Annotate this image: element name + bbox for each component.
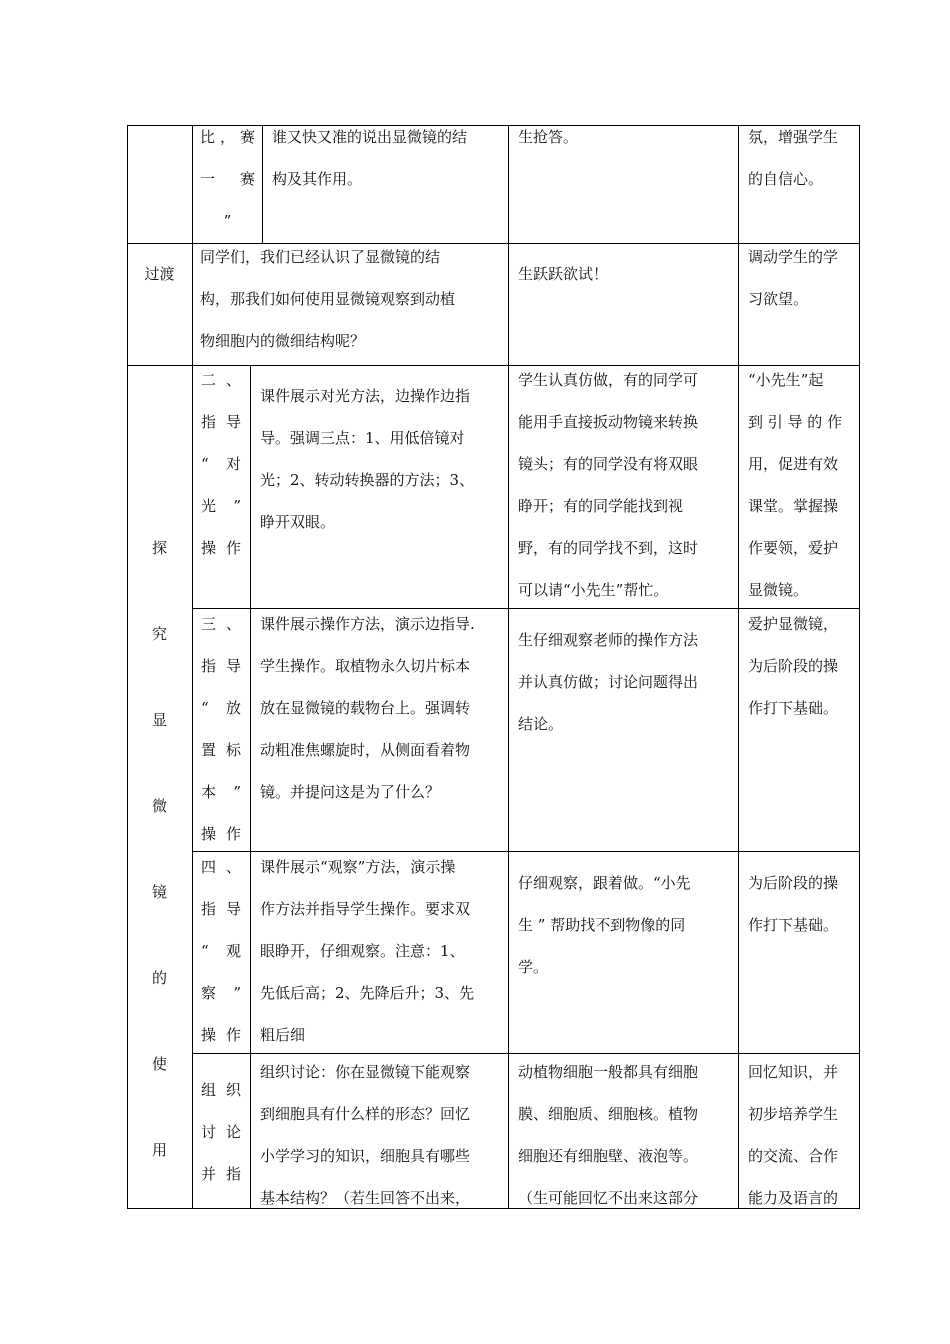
step-cell: 三 、 指 导 “ 放 置 标 本 ” 操作 — [201, 615, 241, 843]
design-intent-cell: 回忆知识，并 初步培养学生 的交流、合作 能力及语言的 — [748, 1063, 839, 1207]
stage-cell: 过渡 — [144, 265, 175, 283]
column-divider — [508, 125, 509, 1209]
teacher-activity-cell: 课件展示“观察”方法，演示操 作方法并指导学生操作。要求双 眼睁开，仔细观察。注意：1、 先低后高；2、先降后升；3、先 粗后细 — [260, 858, 475, 1044]
step-cell: 二 、 指 导 “ 对 光 ” 操作 — [201, 371, 241, 557]
design-intent-cell: “小先生”起 到 引 导 的 作 用，促进有效 课堂。掌握操 作要领，爱护 显微镜。 — [748, 371, 843, 599]
student-activity-cell: 学生认真仿做，有的同学可 能用手直接扳动物镜来转换 镜头；有的同学没有将双眼 睁开；有的同学能找到视 野，有的同学找不到，这时 可以请“小先生”帮忙。 — [518, 371, 699, 599]
teacher-activity-cell: 课件展示操作方法，演示边指导. 学生操作。取植物永久切片标本 放在显微镜的载物台上。强调转 动粗准焦螺旋时，从侧面看着物 镜。并提问这是为了什么？ — [260, 615, 475, 801]
step-cell: 组 织 讨 论 并 指 — [201, 1081, 241, 1183]
student-activity-cell: 生仔细观察老师的操作方法 并认真仿做；讨论问题得出 结论。 — [518, 631, 699, 733]
student-activity-cell: 生抢答。 — [518, 128, 579, 146]
column-divider — [192, 125, 193, 1209]
step-cell: 比，赛 一 赛 ” — [200, 128, 255, 230]
column-divider — [738, 125, 739, 1209]
student-activity-cell: 生跃跃欲试！ — [518, 265, 609, 283]
column-divider — [262, 125, 263, 243]
design-intent-cell: 氛，增强学生 的自信心。 — [748, 128, 839, 188]
column-divider — [250, 365, 251, 1209]
teacher-activity-cell: 课件展示对光方法，边操作边指 导。强调三点：1、用低倍镜对 光；2、转动转换器的方法；3、 睁开双眼。 — [260, 387, 475, 531]
design-intent-cell: 调动学生的学 习欲望。 — [748, 248, 839, 308]
stage-cell-explore: 探 究 显 微 镜 的 使 用 — [151, 539, 167, 1159]
teacher-activity-cell: 组织讨论：你在显微镜下能观察 到细胞具有什么样的形态？回忆 小学学习的知识，细胞具有哪些 基本结构？（若生回答不出来， — [260, 1063, 471, 1207]
student-activity-cell: 仔细观察，跟着做。“小先 生 ” 帮助找不到物像的同 学。 — [518, 874, 691, 976]
design-intent-cell: 爱护显微镜， 为后阶段的操 作打下基础。 — [748, 615, 839, 717]
teacher-activity-cell: 同学们，我们已经认识了显微镜的结 构，那我们如何使用显微镜观察到动植 物细胞内的微细结构呢？ — [200, 248, 456, 350]
design-intent-cell: 为后阶段的操 作打下基础。 — [748, 874, 839, 934]
teacher-activity-cell: 谁又快又准的说出显微镜的结 构及其作用。 — [272, 128, 468, 188]
table-border-right — [859, 125, 860, 1209]
step-cell: 四 、 指 导 “ 观 察 ” 操作 — [201, 858, 241, 1044]
student-activity-cell: 动植物细胞一般都具有细胞 膜、细胞质、细胞核。植物 细胞还有细胞壁、液泡等。 （生可能回忆不出来这部分 — [518, 1063, 699, 1207]
